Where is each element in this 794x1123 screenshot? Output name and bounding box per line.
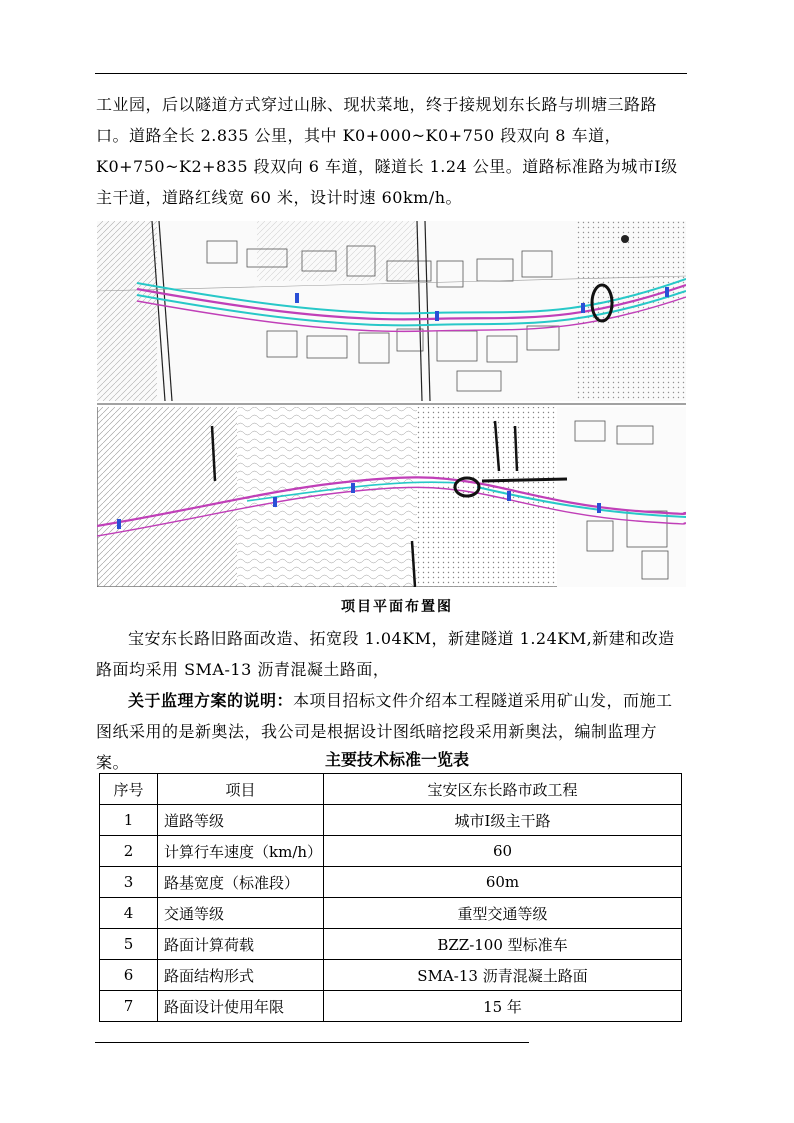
table-header-row bbox=[100, 774, 682, 805]
row-value: 60m bbox=[324, 867, 682, 898]
row-item: 交通等级 bbox=[158, 898, 324, 929]
header-cell-number: 序号 bbox=[100, 774, 158, 805]
row-number: 3 bbox=[100, 867, 158, 898]
table-title: 主要技术标准一览表 bbox=[324, 750, 469, 769]
project-layout-plan-image bbox=[97, 221, 686, 587]
row-number: 4 bbox=[100, 898, 158, 929]
table-row bbox=[100, 929, 682, 960]
header-cell-value: 宝安区东长路市政工程 bbox=[324, 774, 682, 805]
row-item: 计算行车速度（km/h） bbox=[158, 836, 324, 867]
row-value: 城市Ⅰ级主干路 bbox=[324, 805, 682, 836]
table-row bbox=[100, 805, 682, 836]
footer-rule bbox=[95, 1042, 529, 1043]
row-value: SMA-13 沥青混凝土路面 bbox=[324, 960, 682, 991]
bottom-panel bbox=[97, 407, 686, 587]
row-value: 15 年 bbox=[324, 991, 682, 1022]
row-value: BZZ-100 型标准车 bbox=[324, 929, 682, 960]
row-value: 重型交通等级 bbox=[324, 898, 682, 929]
row-number: 2 bbox=[100, 836, 158, 867]
row-number: 7 bbox=[100, 991, 158, 1022]
intro-paragraph: 工业园，后以隧道方式穿过山脉、现状菜地，终于接规划东长路与圳塘三路路口。道路全长 2.835 公里，其中 K0+000~K0+750 段双向 8 车道，K0+750~K2+835 段双向 6 车道，隧道长 1.24 公里。道路标准路为城市Ⅰ级主干道，道路红线宽 60 米，设计时速 60km/h。 bbox=[96, 95, 678, 207]
row-item: 路面计算荷载 bbox=[158, 929, 324, 960]
table-row bbox=[100, 836, 682, 867]
supervision-note-label: 关于监理方案的说明： bbox=[128, 691, 294, 710]
top-panel bbox=[97, 221, 686, 401]
header-rule bbox=[95, 73, 687, 74]
header-cell-item: 项目 bbox=[158, 774, 324, 805]
row-value: 60 bbox=[324, 836, 682, 867]
row-item: 路基宽度（标准段） bbox=[158, 867, 324, 898]
table-row bbox=[100, 960, 682, 991]
row-item: 道路等级 bbox=[158, 805, 324, 836]
row-number: 6 bbox=[100, 960, 158, 991]
row-number: 1 bbox=[100, 805, 158, 836]
table-row bbox=[100, 898, 682, 929]
supervision-note-text: 本项目招标文件介绍本工程隧道采用矿山发，而施工图纸采用的是新奥法，我公司是根据设计图纸暗挖段采用新奥法，编制监理方案。 bbox=[96, 691, 673, 772]
table-row bbox=[100, 867, 682, 898]
row-number: 5 bbox=[100, 929, 158, 960]
figure-caption: 项目平面布置图 bbox=[341, 599, 453, 615]
row-item: 路面结构形式 bbox=[158, 960, 324, 991]
technical-standards-table bbox=[99, 773, 682, 1022]
table-row bbox=[100, 991, 682, 1022]
row-item: 路面设计使用年限 bbox=[158, 991, 324, 1022]
body-paragraph-1: 宝安东长路旧路面改造、拓宽段 1.04KM，新建隧道 1.24KM,新建和改造路面均采用 SMA-13 沥青混凝土路面， bbox=[96, 629, 675, 679]
